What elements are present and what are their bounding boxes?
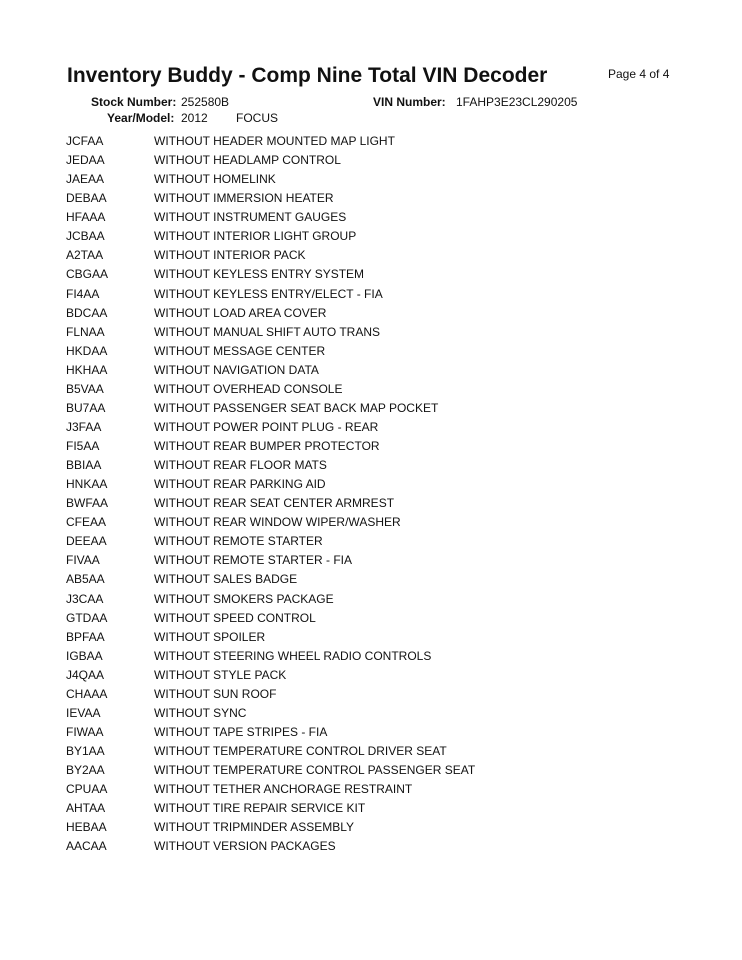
option-code: JAEAA xyxy=(66,172,105,187)
option-description: WITHOUT TAPE STRIPES - FIA xyxy=(154,724,328,739)
option-code: JCBAA xyxy=(66,229,105,244)
option-code: DEBAA xyxy=(66,191,107,206)
option-row xyxy=(66,780,666,799)
option-row xyxy=(66,647,666,666)
option-description: WITHOUT STYLE PACK xyxy=(154,667,287,682)
option-code: CFEAA xyxy=(66,515,107,530)
option-code: J3CAA xyxy=(66,591,104,606)
option-code: HKHAA xyxy=(66,362,108,377)
option-row xyxy=(66,399,666,418)
option-row xyxy=(66,285,666,304)
model-value: FOCUS xyxy=(236,111,278,125)
option-row xyxy=(66,818,666,837)
stock-number-label: Stock Number: xyxy=(91,95,177,109)
option-row xyxy=(66,799,666,818)
option-code: BPFAA xyxy=(66,629,105,644)
option-code: DEEAA xyxy=(66,534,107,549)
option-code: JEDAA xyxy=(66,153,105,168)
page-number: Page 4 of 4 xyxy=(608,67,670,81)
option-row xyxy=(66,837,666,856)
option-code: HFAAA xyxy=(66,210,106,225)
option-row xyxy=(66,551,666,570)
option-row xyxy=(66,132,666,151)
option-row xyxy=(66,437,666,456)
option-code: HEBAA xyxy=(66,820,107,835)
option-row xyxy=(66,227,666,246)
option-code: JCFAA xyxy=(66,134,104,148)
option-code: FIVAA xyxy=(66,553,100,568)
option-row xyxy=(66,246,666,265)
option-row xyxy=(66,742,666,761)
option-description: WITHOUT OVERHEAD CONSOLE xyxy=(154,381,343,396)
option-row xyxy=(66,418,666,437)
option-description: WITHOUT TIRE REPAIR SERVICE KIT xyxy=(154,801,366,816)
option-description: WITHOUT REAR WINDOW WIPER/WASHER xyxy=(154,515,401,530)
option-row xyxy=(66,323,666,342)
option-description: WITHOUT INTERIOR PACK xyxy=(154,248,306,263)
option-row xyxy=(66,380,666,399)
option-code-list xyxy=(66,132,666,856)
option-code: A2TAA xyxy=(66,248,104,263)
option-code: FIWAA xyxy=(66,724,104,739)
option-description: WITHOUT REAR BUMPER PROTECTOR xyxy=(154,439,380,453)
year-value: 2012 xyxy=(181,111,208,125)
option-code: FI5AA xyxy=(66,439,100,453)
option-description: WITHOUT KEYLESS ENTRY SYSTEM xyxy=(154,267,365,282)
option-code: BDCAA xyxy=(66,305,108,320)
option-code: FLNAA xyxy=(66,324,105,339)
option-description: WITHOUT REAR SEAT CENTER ARMREST xyxy=(154,496,395,511)
option-description: WITHOUT MESSAGE CENTER xyxy=(154,343,326,358)
option-row xyxy=(66,456,666,475)
option-description: WITHOUT SMOKERS PACKAGE xyxy=(154,591,334,606)
option-row xyxy=(66,609,666,628)
option-row xyxy=(66,628,666,647)
option-description: WITHOUT HOMELINK xyxy=(154,172,276,187)
option-row xyxy=(66,342,666,361)
option-description: WITHOUT REAR PARKING AID xyxy=(154,477,326,492)
option-description: WITHOUT HEADLAMP CONTROL xyxy=(154,153,341,168)
option-code: CHAAA xyxy=(66,686,108,701)
vin-number-label: VIN Number: xyxy=(373,95,446,109)
option-row xyxy=(66,265,666,284)
vin-number-value: 1FAHP3E23CL290205 xyxy=(456,95,578,109)
option-description: WITHOUT STEERING WHEEL RADIO CONTROLS xyxy=(154,648,432,663)
option-code: J3FAA xyxy=(66,419,102,434)
option-code: IGBAA xyxy=(66,648,103,663)
option-description: WITHOUT REAR FLOOR MATS xyxy=(154,458,327,473)
option-description: WITHOUT LOAD AREA COVER xyxy=(154,305,327,320)
option-row xyxy=(66,475,666,494)
option-code: BWFAA xyxy=(66,496,109,511)
option-code: B5VAA xyxy=(66,381,104,396)
option-description: WITHOUT REMOTE STARTER xyxy=(154,534,323,549)
option-description: WITHOUT REMOTE STARTER - FIA xyxy=(154,553,352,568)
option-code: J4QAA xyxy=(66,667,105,682)
option-description: WITHOUT IMMERSION HEATER xyxy=(154,191,334,206)
option-row xyxy=(66,494,666,513)
option-code: AHTAA xyxy=(66,801,106,816)
option-description: WITHOUT SPEED CONTROL xyxy=(154,610,316,625)
option-row xyxy=(66,208,666,227)
option-code: GTDAA xyxy=(66,610,108,625)
option-description: WITHOUT INTERIOR LIGHT GROUP xyxy=(154,229,357,244)
option-description: WITHOUT PASSENGER SEAT BACK MAP POCKET xyxy=(154,400,439,415)
option-description: WITHOUT MANUAL SHIFT AUTO TRANS xyxy=(154,324,381,339)
option-row xyxy=(66,704,666,723)
option-row xyxy=(66,304,666,323)
year-model-label: Year/Model: xyxy=(107,111,175,125)
option-row xyxy=(66,685,666,704)
option-code: HNKAA xyxy=(66,477,108,492)
option-code: CPUAA xyxy=(66,782,108,797)
option-code: IEVAA xyxy=(66,705,101,720)
option-description: WITHOUT SALES BADGE xyxy=(154,572,298,587)
option-code: BBIAA xyxy=(66,458,102,473)
option-row xyxy=(66,761,666,780)
document-title: Inventory Buddy - Comp Nine Total VIN Decoder xyxy=(67,64,548,87)
option-description: WITHOUT POWER POINT PLUG - REAR xyxy=(154,419,379,434)
option-code: BU7AA xyxy=(66,400,106,415)
option-code: BY2AA xyxy=(66,763,105,778)
option-row xyxy=(66,170,666,189)
option-code: AACAA xyxy=(66,839,107,854)
option-row xyxy=(66,570,666,589)
option-description: WITHOUT SUN ROOF xyxy=(154,686,277,701)
option-description: WITHOUT KEYLESS ENTRY/ELECT - FIA xyxy=(154,286,383,301)
option-description: WITHOUT SYNC xyxy=(154,705,247,720)
option-code: FI4AA xyxy=(66,286,100,301)
option-code: BY1AA xyxy=(66,744,105,758)
option-row xyxy=(66,189,666,208)
option-row xyxy=(66,151,666,170)
option-description: WITHOUT TEMPERATURE CONTROL DRIVER SEAT xyxy=(154,744,447,758)
stock-number-value: 252580B xyxy=(181,95,230,109)
option-description: WITHOUT NAVIGATION DATA xyxy=(154,362,319,377)
option-description: WITHOUT TEMPERATURE CONTROL PASSENGER SEAT xyxy=(154,763,476,778)
option-code: AB5AA xyxy=(66,572,105,587)
option-row xyxy=(66,532,666,551)
option-description: WITHOUT INSTRUMENT GAUGES xyxy=(154,210,347,225)
option-description: WITHOUT TETHER ANCHORAGE RESTRAINT xyxy=(154,782,413,797)
option-code: CBGAA xyxy=(66,267,109,282)
option-description: WITHOUT VERSION PACKAGES xyxy=(154,839,336,854)
option-description: WITHOUT HEADER MOUNTED MAP LIGHT xyxy=(154,134,395,148)
option-row xyxy=(66,513,666,532)
option-row xyxy=(66,723,666,742)
option-code: HKDAA xyxy=(66,343,108,358)
option-description: WITHOUT SPOILER xyxy=(154,629,266,644)
option-description: WITHOUT TRIPMINDER ASSEMBLY xyxy=(154,820,355,835)
option-row xyxy=(66,590,666,609)
option-row xyxy=(66,361,666,380)
option-row xyxy=(66,666,666,685)
